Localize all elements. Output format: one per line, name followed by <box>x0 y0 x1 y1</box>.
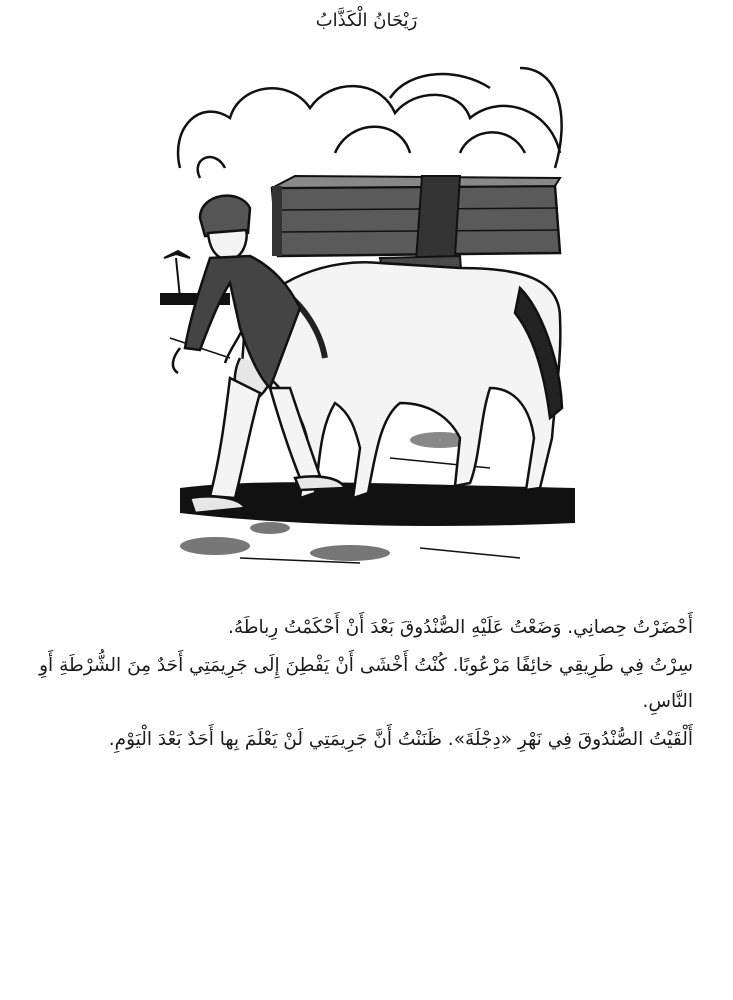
page-title: رَيْحَانُ الْكَذَّابُ <box>315 10 418 31</box>
story-text <box>33 608 693 760</box>
story-paragraph: أَلْقَيْتُ الصُّنْدُوقَ فِي نَهْرِ «دِجْلَةَ». ظَنَنْتُ أَنَّ جَرِيمَتِي لَنْ يَعْلَمَ بِها أَحَدٌ بَعْدَ الْيَوْمِ. <box>108 729 693 750</box>
man-leading-horse-with-box-icon <box>160 58 575 568</box>
story-paragraph: سِرْتُ فِي طَرِيقِي خائِفًا مَرْعُوبًا. كُنْتُ أَخْشَى أَنْ يَفْطِنَ إِلَى جَرِيمَتِي أَحَدٌ مِنَ الشُّرْطَةِ أَوِ النَّاسِ. <box>39 655 693 712</box>
story-paragraph: أَحْضَرْتُ حِصانِي. وَضَعْتُ عَلَيْهِ الصُّنْدُوقَ بَعْدَ أَنْ أَحْكَمْتُ رِباطَهُ. <box>227 617 693 638</box>
clouds <box>178 68 562 178</box>
palm-tree <box>164 251 190 298</box>
